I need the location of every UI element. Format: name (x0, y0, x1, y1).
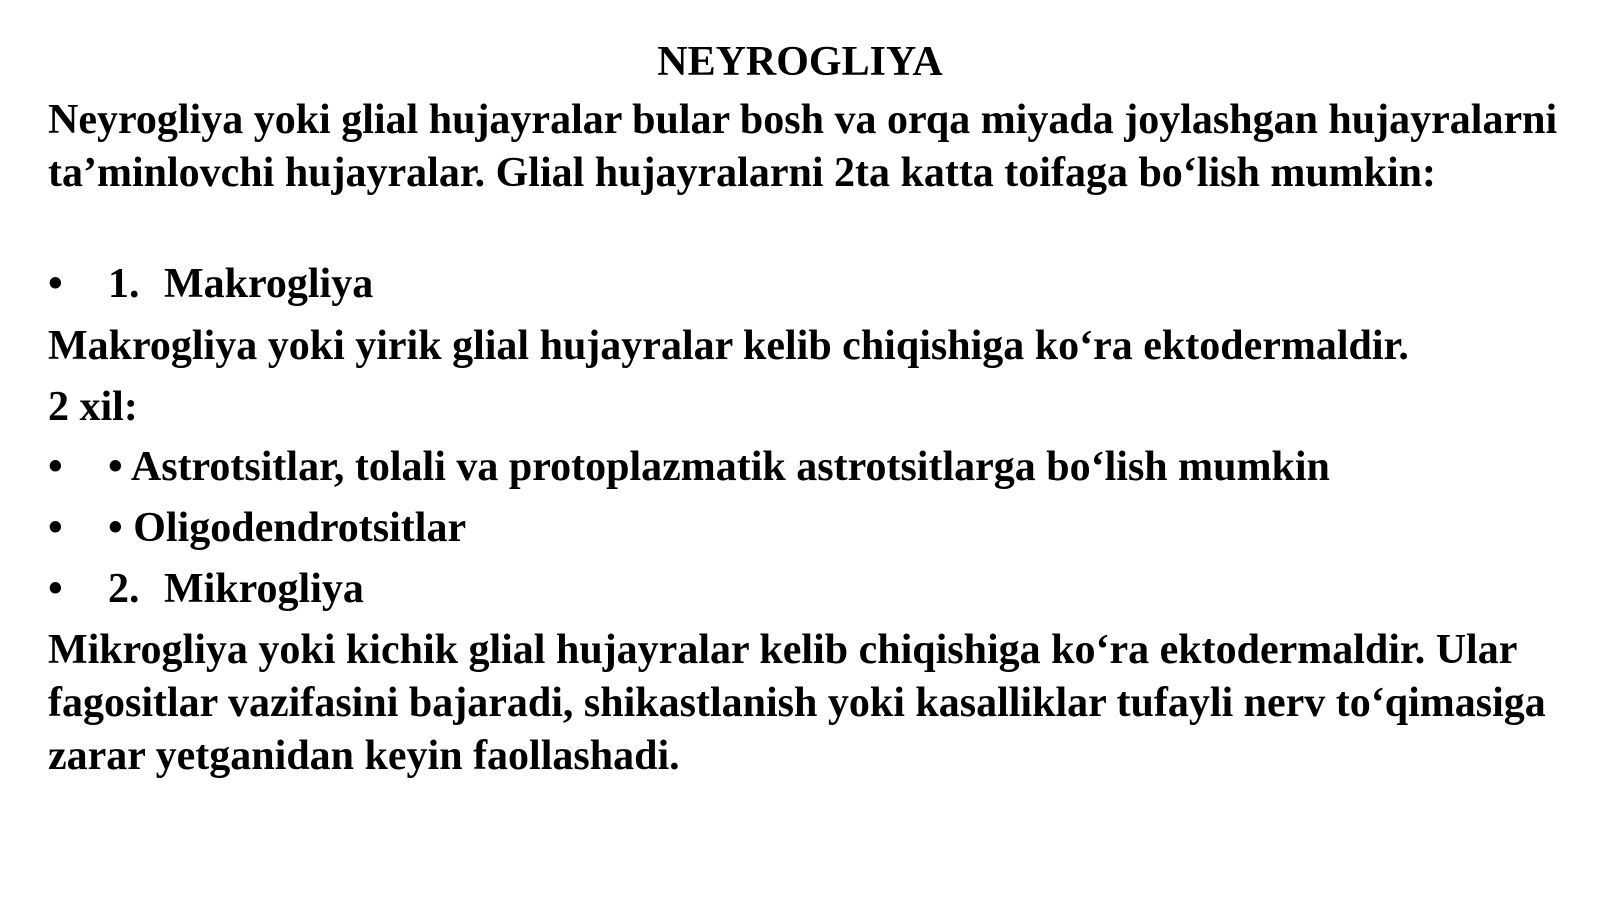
bullet-icon: • (48, 261, 63, 307)
bullet-icon: • (48, 505, 63, 551)
intro-paragraph: Neyrogliya yoki glial hujayralar bular bosh va orqa miyada joylashgan hujayralarni ta’minlovchi hujayralar. Glial hujayralarni 2ta katta toifaga bo‘lish mumkin: (48, 97, 1558, 196)
item-number: 2. (108, 566, 140, 612)
item-label: Makrogliya (164, 261, 374, 307)
bullet-icon: • (48, 444, 63, 490)
mikrogliya-description: Mikrogliya yoki kichik glial hujayralar kelib chiqishiga ko‘ra ektodermaldir. Ular fagositlar vazifasini bajaradi, shikastlanish yoki kasalliklar tufayli nerv to‘qimasiga zarar yetganidan keyin faollashadi. (48, 627, 1546, 779)
sub-item-label: • Astrotsitlar, tolali va protoplazmatik astrotsitlarga bo‘lish mumkin (108, 444, 1330, 490)
types-label: 2 xil: (48, 384, 138, 430)
makrogliya-description: Makrogliya yoki yirik glial hujayralar kelib chiqishiga ko‘ra ektodermaldir. (48, 323, 1409, 369)
bullet-icon: • (48, 566, 63, 612)
item-label: Mikrogliya (164, 566, 364, 612)
sub-item-label: • Oligodendrotsitlar (108, 505, 467, 551)
item-number: 1. (108, 261, 140, 307)
slide-title: NEYROGLIYA (657, 39, 943, 85)
